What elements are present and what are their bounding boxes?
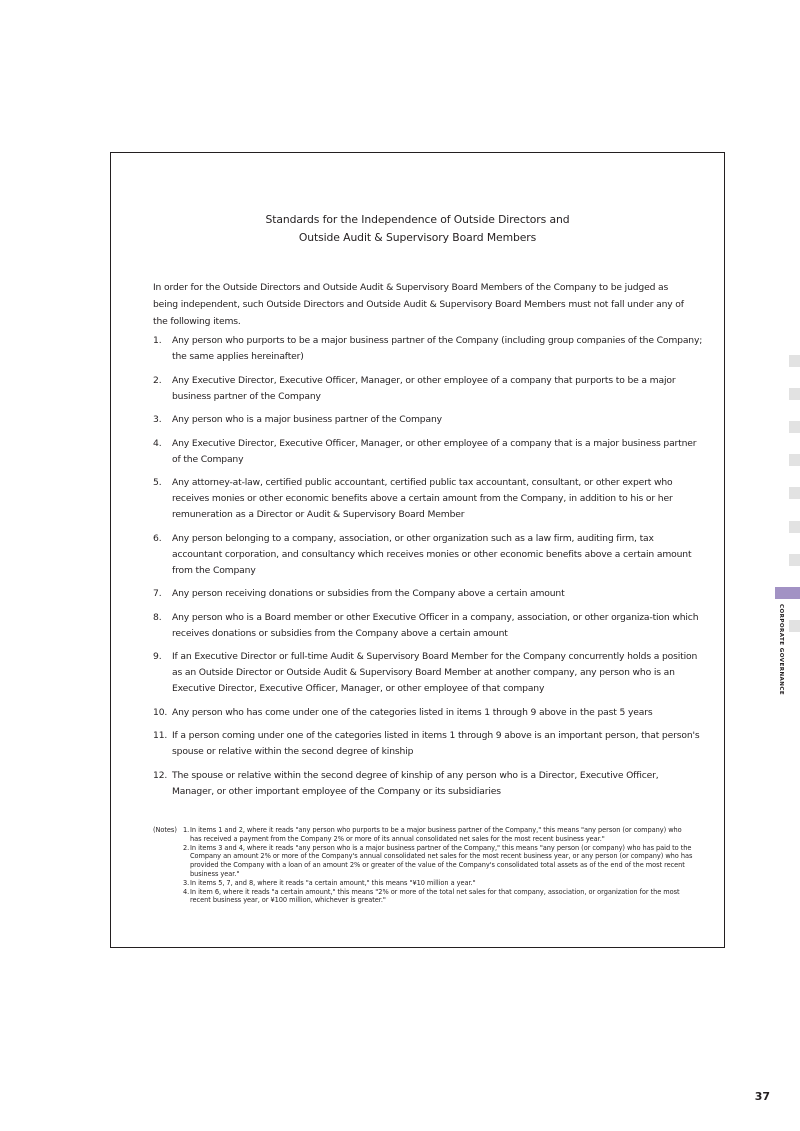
note-item: [183, 879, 693, 888]
section-tab[interactable]: [789, 521, 800, 533]
section-tab[interactable]: [789, 421, 800, 433]
criteria-list: [153, 333, 703, 807]
item-number: 6.: [153, 532, 162, 544]
note-item: [183, 888, 693, 906]
list-item: [153, 373, 703, 405]
item-text: If a person coming under one of the categories listed in items 1 through 9 above is an important person, that person's spouse or relative within the second degree of kinship: [172, 730, 700, 757]
item-number: 10.: [153, 706, 168, 718]
item-text: Any person belonging to a company, association, or other organization such as a law firm, auditing firm, tax accountant corporation, and consultancy which receives monies or other economic benefits above a certain amount from the Company: [172, 532, 692, 576]
title-line-2: Outside Audit & Supervisory Board Members: [298, 231, 537, 244]
list-item: [153, 728, 703, 760]
item-number: 8.: [153, 611, 162, 623]
item-text: Any Executive Director, Executive Officer, Manager, or other employee of a company that purports to be a major business partner of the Company: [172, 374, 676, 402]
item-text: Any Executive Director, Executive Officer, Manager, or other employee of a company that is a major business partner of the Company: [172, 437, 697, 465]
note-text: In items 5, 7, and 8, where it reads "a certain amount," this means "¥10 million a year.": [190, 878, 476, 887]
list-item: [153, 649, 703, 697]
note-text: In items 1 and 2, where it reads "any person who purports to be a major business partner of the Company," this means "any person (or company) who has received a payment from the Company 2% or more of its annual consolidated net sales for the most recent business year.": [190, 826, 682, 843]
list-item: [153, 610, 703, 642]
list-item: [153, 333, 703, 365]
note-text: In items 3 and 4, where it reads "any person who is a major business partner of the Company," this means "any person (or company) who has paid to the Company an amount 2% or more of the Company's annual consolidated net sales for the most recent business year, or any person (or company) who has provided the Company with a loan of an amount 2% or greater of the value of the Company's consolidated total assets as of the end of the most recent business year.": [190, 843, 693, 878]
item-text: The spouse or relative within the second degree of kinship of any person who is a Director, Executive Officer, Manager, or other important employee of the Company or its subsidiaries: [172, 769, 659, 797]
item-text: Any person who purports to be a major business partner of the Company (including group companies of the Company; the same applies hereinafter): [172, 335, 703, 362]
section-tab[interactable]: [789, 554, 800, 566]
item-number: 11.: [153, 730, 168, 741]
note-number: 3.: [183, 878, 190, 887]
item-number: 1.: [153, 335, 162, 346]
note-item: [183, 844, 693, 879]
notes-list: [183, 826, 693, 905]
item-number: 5.: [153, 477, 162, 488]
list-item: [153, 475, 703, 523]
side-section-label: CORPORATE GOVERNANCE: [778, 604, 784, 696]
item-number: 7.: [153, 588, 162, 599]
intro-paragraph: In order for the Outside Directors and Outside Audit & Supervisory Board Members of the Company to be judged as being independent, such Outside Directors and Outside Audit & Supervisory Board Members must not fall under any of the following items.: [153, 282, 684, 327]
list-item: [153, 705, 703, 721]
section-tab-corporate-governance[interactable]: [775, 587, 800, 599]
item-text: Any person who is a Board member or other Executive Officer in a company, association, or other organiza-tion which receives donations or subsidies from the Company above a certain amount: [172, 611, 699, 639]
item-number: 4.: [153, 437, 162, 449]
section-tab[interactable]: [789, 620, 800, 632]
item-number: 3.: [153, 414, 162, 425]
section-tab[interactable]: [789, 355, 800, 367]
standards-document: [110, 152, 725, 948]
item-number: 9.: [153, 651, 162, 662]
note-text: In item 6, where it reads "a certain amount," this means "2% or more of the total net sales for that company, association, or organization for the most recent business year, or ¥100 million, whichever is greater.": [190, 887, 680, 905]
item-number: 2.: [153, 374, 162, 386]
note-number: 2.: [183, 843, 190, 852]
item-text: Any attorney-at-law, certified public accountant, certified public tax accountant, consultant, or other expert who receives monies or other economic benefits above a certain amount from the Company, in addition to his or her remuneration as a Director or Audit & Supervisory Board Member: [172, 477, 673, 520]
list-item: [153, 768, 703, 800]
item-number: 12.: [153, 769, 168, 781]
note-number: 1.: [183, 826, 190, 834]
list-item: [153, 436, 703, 468]
document-title: [111, 211, 724, 247]
item-text: Any person who has come under one of the categories listed in items 1 through 9 above in the past 5 years: [172, 706, 653, 718]
item-text: If an Executive Director or full-time Audit & Supervisory Board Member for the Company concurrently holds a position as an Outside Director or Outside Audit & Supervisory Board Member at another company, any person who is an Executive Director, Executive Officer, Manager, or other employee of that company: [172, 651, 698, 694]
note-number: 4.: [183, 887, 190, 896]
title-line-1: Standards for the Independence of Outside Directors and: [265, 213, 570, 226]
section-tab[interactable]: [789, 487, 800, 499]
list-item: [153, 412, 703, 428]
list-item: [153, 531, 703, 579]
notes-section: [153, 826, 693, 905]
item-text: Any person who is a major business partner of the Company: [172, 414, 442, 425]
note-item: [183, 826, 693, 844]
section-tab[interactable]: [789, 454, 800, 466]
notes-label: (Notes): [153, 826, 177, 834]
section-tab[interactable]: [789, 388, 800, 400]
list-item: [153, 586, 703, 602]
item-text: Any person receiving donations or subsidies from the Company above a certain amount: [172, 588, 565, 599]
page-number: 37: [754, 1090, 770, 1103]
